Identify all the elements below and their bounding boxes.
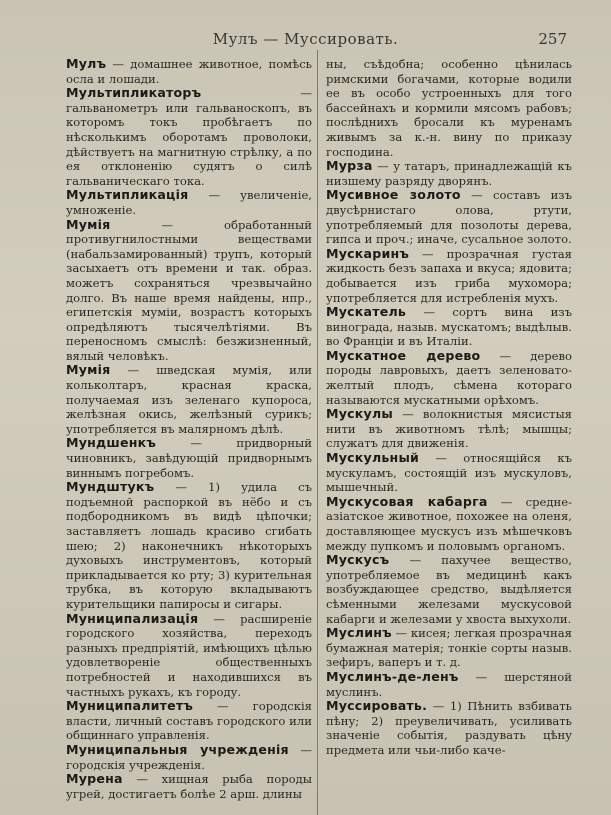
entry-headword: Муниципалитетъ [66, 698, 194, 714]
dictionary-entry [66, 218, 312, 364]
entry-headword: Мускатель [326, 304, 407, 320]
entry-definition: — гальванометръ или гальваноскопъ, въ которомъ токъ пробѣгаетъ по нѣсколькимъ оборотамъ проволоки, дѣйствуетъ на магнитную стрѣлку, а по ея отклоненію судятъ о силѣ гальваническаго тока. [66, 86, 312, 188]
entry-headword: Мурена [66, 771, 123, 787]
entry-definition: — обработанный противугнилостными веществами (набальзамированный) трупъ, который засыхаетъ отъ времени и так. образ. можетъ сохраняться чрезвычайно долго. Въ наше время найдены, нпр., египетскія муміи, возрастъ которыхъ опредѣляютъ тысячелѣтіями. Въ переносномъ смыслѣ: безжизненный, вялый человѣкъ. [66, 217, 312, 363]
entry-headword: Мускулы [326, 406, 393, 422]
entry-headword: Мультипликаторъ [66, 85, 202, 101]
dictionary-entry [326, 670, 572, 699]
dictionary-entry [326, 626, 572, 670]
entry-definition: — волокнистыя мясистыя нити въ животномъ тѣлѣ; мышцы; служатъ для движенія. [326, 407, 572, 451]
entry-definition: — прозрачная густая жидкость безъ запаха и вкуса; ядовита; добывается изъ гриба мухомора; употребляется для истребленія мухъ. [326, 246, 572, 305]
dictionary-entry [66, 480, 312, 611]
entry-headword: Мундшенкъ [66, 435, 157, 451]
entry-headword: Муниципальныя учрежденія [66, 741, 289, 757]
dictionary-entry [66, 436, 312, 480]
entry-definition: ны, съѣдобна; особенно цѣнилась римскими богачами, которые водили ее въ особо устроенныхъ для того бассейнахъ и кормили мясомъ рабовъ; послѣднихъ бросали къ муренамъ живымъ за к.-н. вину по приказу господина. [326, 57, 572, 159]
dictionary-entry [326, 57, 572, 159]
dictionary-entry [326, 305, 572, 349]
entry-definition: — дерево породы лавровыхъ, даетъ зеленовато-желтый плодъ, сѣмена котораго называются мускатными орѣхомъ. [326, 348, 572, 407]
entry-definition: — составъ изъ двусѣрнистаго олова, ртути, употребляемый для позолоты дерева, гипса и проч.; иначе, сусальное золото. [326, 188, 573, 247]
entry-headword: Мумія [66, 216, 111, 232]
entry-headword: Мусивное золото [326, 187, 461, 203]
dictionary-entry [326, 188, 572, 246]
entry-definition: — увеличеніе, умноженіе. [66, 188, 312, 217]
entry-headword: Мускатное дерево [326, 347, 481, 363]
entry-headword: Мулъ [66, 56, 107, 71]
entry-definition: — 1) удила съ подъемной распоркой въ нёбо и съ подбородникомъ въ видѣ цѣпочки; заставляетъ лошадь красиво сгибать шею; 2) наконечникъ нѣкоторыхъ духовыхъ инструментовъ, который прикладывается ко рту; 3) курительная трубка, въ которую вкладываютъ курительщики папиросы и сигары. [66, 480, 312, 611]
entry-definition: — относящійся къ мускуламъ, состоящій изъ мускуловъ, мышечный. [326, 451, 572, 495]
dictionary-entry [326, 451, 572, 495]
entry-definition: — придворный чиновникъ, завѣдующій придворнымъ виннымъ погребомъ. [66, 436, 312, 480]
entry-headword: Мультипликація [66, 187, 189, 203]
dictionary-entry [66, 612, 312, 700]
right-column [326, 57, 572, 758]
entry-definition: — кисея; легкая прозрачная бумажная матерія; тонкіе сорты назыв. зефиръ, ваперъ и т. д. [326, 626, 572, 670]
dictionary-entry [66, 743, 312, 772]
entry-headword: Муниципализація [66, 610, 199, 626]
entry-definition: — средне-азіатское животное, похожее на оленя, доставляющее мускусъ изъ мѣшечковъ между пупкомъ и половымъ органомъ. [326, 494, 572, 553]
entry-definition: — 1) Пѣнить взбивать пѣну; 2) преувеличивать, усиливать значеніе событія, раздувать цѣну предмета или чьи-либо каче- [326, 699, 572, 757]
dictionary-entry [66, 363, 312, 436]
running-head: Мулъ — Муссировать. [212, 30, 399, 48]
entry-headword: Мурза [326, 158, 373, 174]
dictionary-entry [326, 699, 572, 757]
entry-headword: Мускусовая кабарга [326, 493, 488, 509]
entry-definition: — шерстяной муслинъ. [326, 669, 572, 699]
dictionary-entry [326, 495, 572, 553]
entry-definition: — у татаръ, принадлежащій къ низшему разряду дворянъ. [326, 159, 572, 188]
entry-headword: Мускусъ [326, 552, 390, 568]
dictionary-entry [66, 699, 312, 743]
entry-definition: — городскія власти, личный составъ городского или общиннаго управленія. [66, 699, 312, 743]
entry-definition: — пахучее вещество, употребляемое въ медицинѣ какъ возбуждающее средство, выдѣляется сѣменными железами мускусовой кабарги и железами у хвоста выхухоли. [326, 553, 572, 626]
left-column [66, 57, 312, 801]
entry-headword: Мускульный [326, 450, 420, 466]
dictionary-entry [326, 553, 572, 626]
dictionary-entry [66, 57, 312, 86]
entry-headword: Мускаринъ [326, 245, 410, 261]
entry-definition: — домашнее животное, помѣсь осла и лошади. [66, 57, 312, 86]
entry-headword: Муслинъ [326, 625, 392, 641]
entry-definition: — расширеніе городского хозяйства, переходъ разныхъ предпріятій, имѣющихъ цѣлью удовлетвореніе общественныхъ потребностей и находившихся въ частныхъ рукахъ, къ городу. [66, 611, 312, 699]
dictionary-entry [326, 247, 572, 305]
page-number: 257 [538, 30, 567, 48]
dictionary-entry [66, 772, 312, 801]
entry-definition: — сортъ вина изъ винограда, назыв. мускатомъ; выдѣлыв. во Франціи и въ Италіи. [326, 305, 572, 349]
page-header [0, 30, 611, 52]
column-divider [317, 50, 318, 815]
dictionary-entry [326, 407, 572, 451]
dictionary-entry [326, 349, 572, 407]
dictionary-entry [326, 159, 572, 188]
entry-headword: Мундштукъ [66, 479, 155, 495]
entry-definition: — городскія учрежденія. [66, 742, 312, 772]
entry-headword: Муслинъ-де-ленъ [326, 668, 459, 684]
dictionary-entry [66, 188, 312, 217]
dictionary-entry [66, 86, 312, 188]
entry-headword: Муссировать. [326, 698, 428, 714]
entry-definition: — хищная рыба породы угрей, достигаетъ болѣе 2 арш. длины [66, 772, 312, 801]
entry-definition: — шведская мумія, или кольколтаръ, красная краска, получаемая изъ зеленаго купороса, желѣзная окись, желѣзный сурикъ; употребляется въ малярномъ дѣлѣ. [66, 363, 312, 436]
entry-headword: Мумія [66, 362, 111, 378]
